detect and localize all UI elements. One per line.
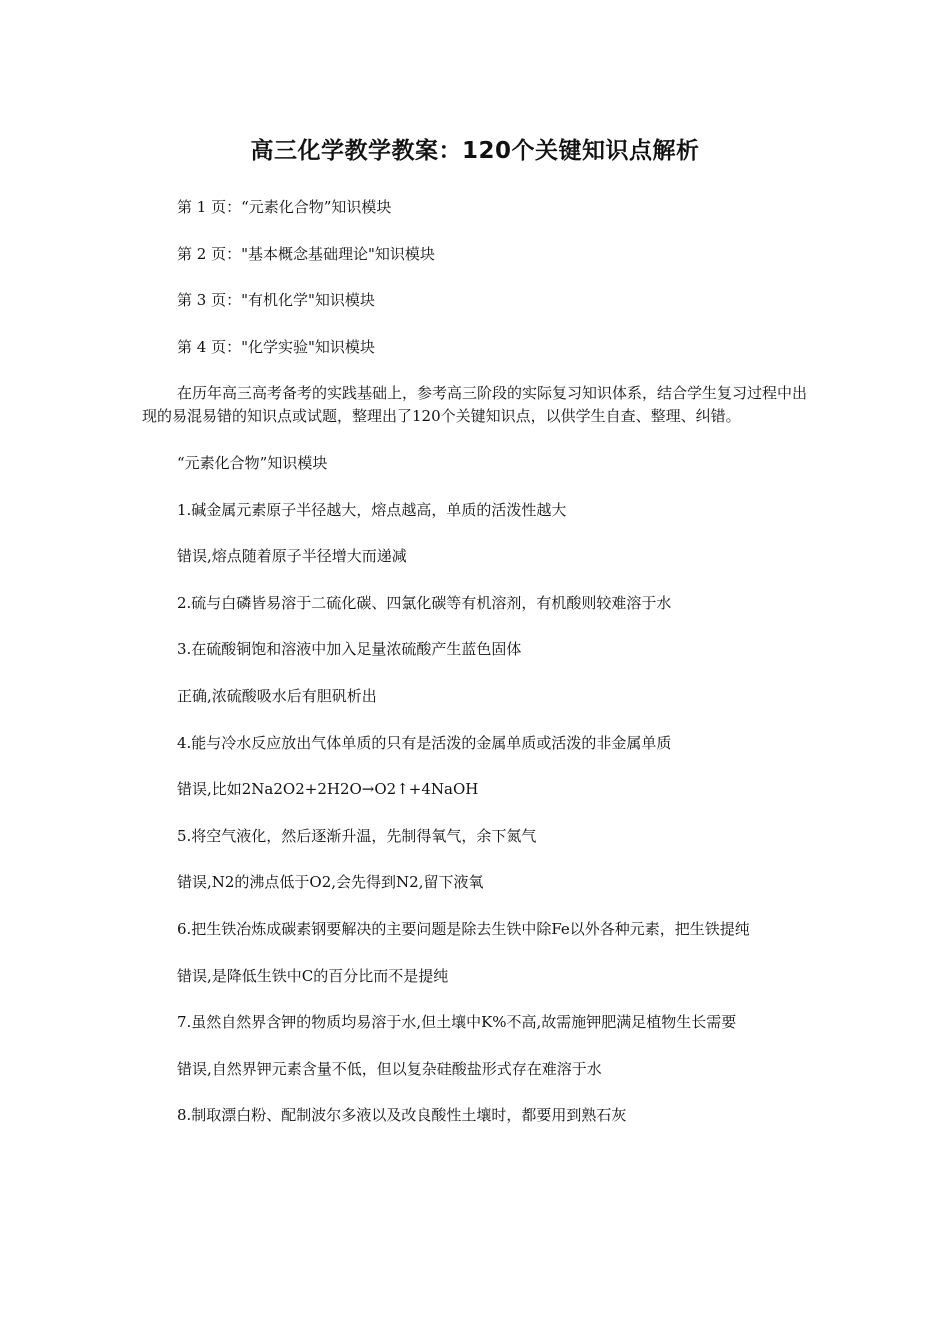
item-answer: 错误,是降低生铁中C的百分比而不是提纯	[177, 966, 449, 985]
item-statement: 6.把生铁冶炼成碳素钢要解决的主要问题是除去生铁中除Fe以外各种元素，把生铁提纯	[177, 919, 750, 938]
toc-line-1: 第 1 页：“元素化合物”知识模块	[177, 198, 392, 216]
toc-line-2: 第 2 页："基本概念基础理论"知识模块	[177, 244, 435, 263]
toc-line-3: 第 3 页："有机化学"知识模块	[177, 291, 375, 310]
item-statement: 2.硫与白磷皆易溶于二硫化碳、四氯化碳等有机溶剂，有机酸则较难溶于水	[177, 593, 672, 612]
intro-paragraph: 在历年高三高考备考的实践基础上，参考高三阶段的实际复习知识体系，结合学生复习过程中出现的易混易错的知识点或试题，整理出了120个关键知识点，以供学生自查、整理、纠错。	[142, 384, 808, 426]
item-answer: 错误,熔点随着原子半径增大而递减	[177, 547, 407, 566]
item-answer: 错误,N2的沸点低于O2,会先得到N2,留下液氧	[177, 873, 484, 892]
item-statement: 1.碱金属元素原子半径越大，熔点越高，单质的活泼性越大	[177, 500, 567, 519]
toc-line-4: 第 4 页："化学实验"知识模块	[177, 337, 375, 356]
item-answer: 错误,比如2Na2O2+2H2O→O2↑+4NaOH	[177, 780, 479, 799]
document-title: 高三化学教学教案：120个关键知识点解析	[250, 138, 700, 164]
item-statement: 4.能与冷水反应放出气体单质的只有是活泼的金属单质或活泼的非金属单质	[177, 733, 672, 752]
item-answer: 错误,自然界钾元素含量不低，但以复杂硅酸盐形式存在难溶于水	[177, 1059, 602, 1078]
item-statement: 5.将空气液化，然后逐渐升温，先制得氧气，余下氮气	[177, 826, 537, 845]
section-heading: “元素化合物”知识模块	[177, 453, 328, 472]
item-statement: 7.虽然自然界含钾的物质均易溶于水,但土壤中K%不高,故需施钾肥满足植物生长需要	[177, 1013, 737, 1032]
item-statement: 3.在硫酸铜饱和溶液中加入足量浓硫酸产生蓝色固体	[177, 640, 522, 659]
item-answer: 正确,浓硫酸吸水后有胆矾析出	[177, 686, 377, 705]
document-body	[142, 196, 812, 1151]
item-statement: 8.制取漂白粉、配制波尔多液以及改良酸性土壤时，都要用到熟石灰	[177, 1106, 627, 1125]
